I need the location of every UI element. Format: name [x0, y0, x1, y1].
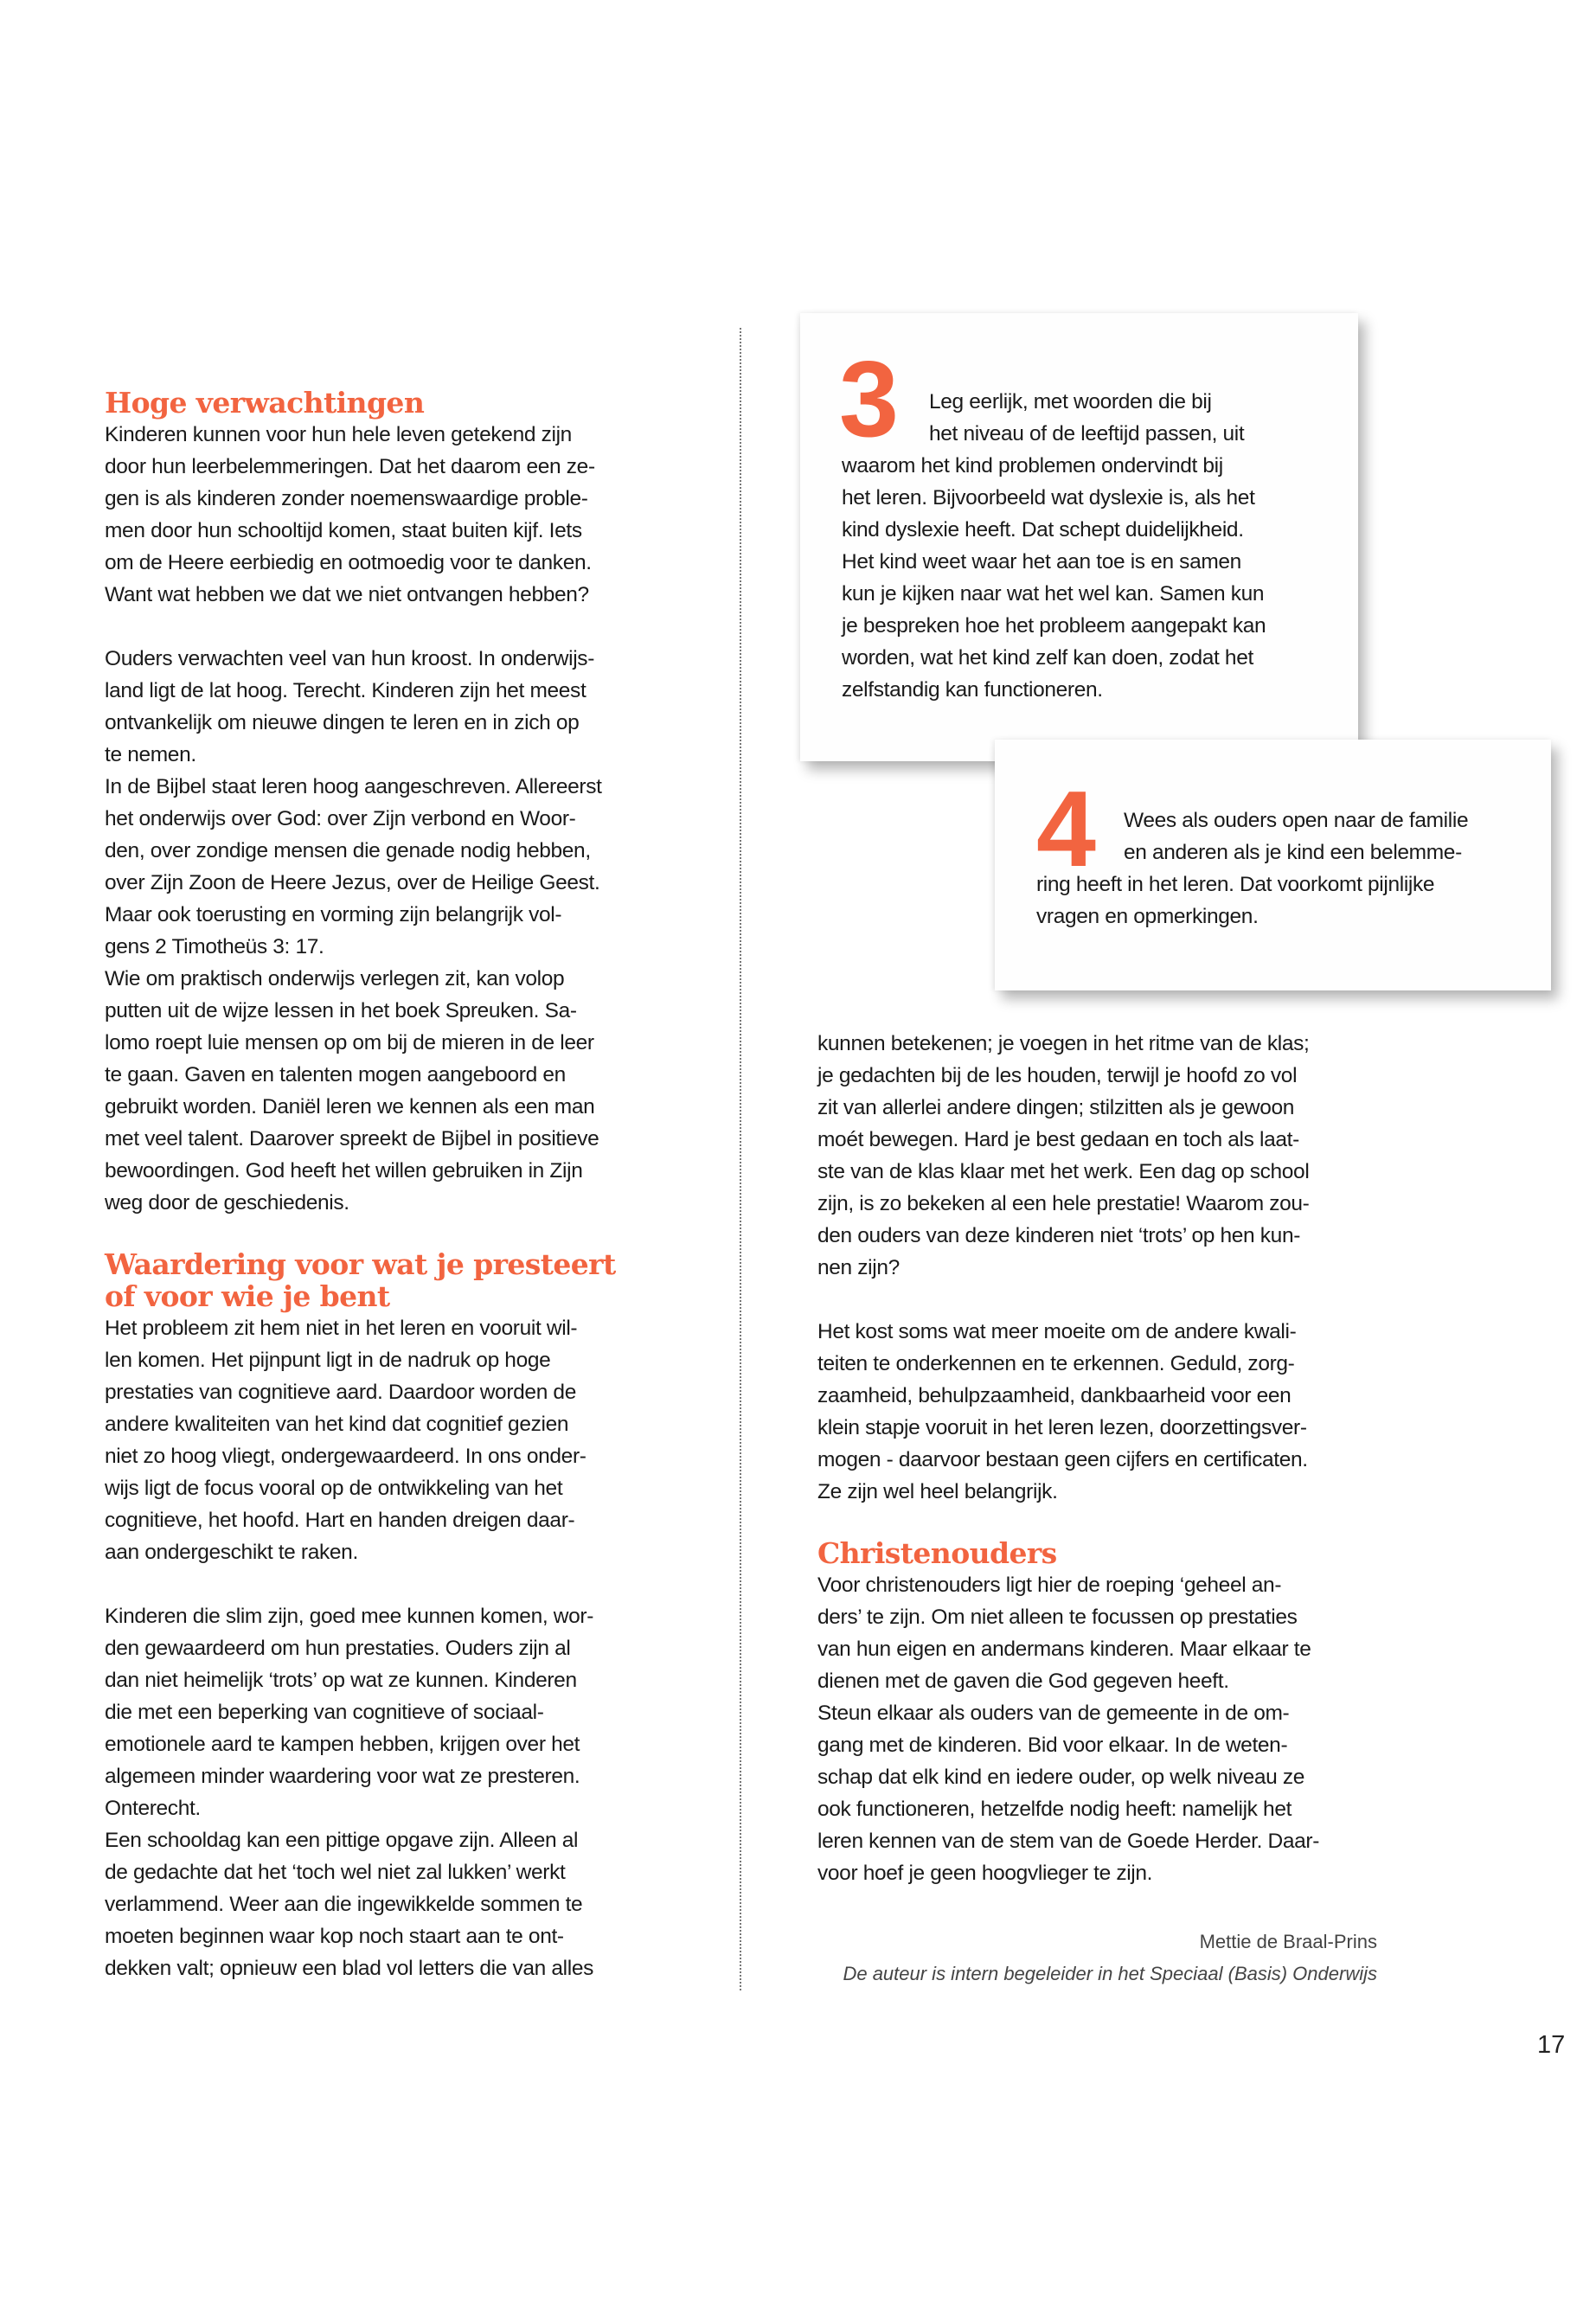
section-heading: of voor wie je bent	[105, 1279, 390, 1313]
text-line: met veel talent. Daarover spreekt de Bijbel in positieve	[105, 1127, 599, 1150]
text-line: Kinderen kunnen voor hun hele leven getekend zijn	[105, 423, 572, 446]
text-line: den ouders van deze kinderen niet ‘trots’ op hen kun-	[817, 1224, 1301, 1247]
text-line: Ze zijn wel heel belangrijk.	[817, 1480, 1058, 1503]
text-line: gens 2 Timotheüs 3: 17.	[105, 935, 324, 958]
text-line: om de Heere eerbiedig en ootmoedig voor te danken.	[105, 551, 592, 574]
text-line: zijn, is zo bekeken al een hele prestatie! Waarom zou-	[817, 1192, 1310, 1215]
text-line: Ouders verwachten veel van hun kroost. In onderwijs-	[105, 647, 595, 670]
text-line: men door hun schooltijd komen, staat buiten kijf. Iets	[105, 519, 582, 542]
text-line: mogen - daarvoor bestaan geen cijfers en certificaten.	[817, 1448, 1308, 1471]
text-line: waarom het kind problemen ondervindt bij	[842, 454, 1223, 478]
text-line: bewoordingen. God heeft het willen gebruiken in Zijn	[105, 1159, 583, 1183]
text-line: In de Bijbel staat leren hoog aangeschreven. Allereerst	[105, 775, 602, 798]
text-line: ders’ te zijn. Om niet alleen te focussen op prestaties	[817, 1606, 1298, 1629]
text-line: door hun leerbelemmeringen. Dat het daarom een ze-	[105, 455, 595, 478]
text-line: Voor christenouders ligt hier de roeping ‘geheel an-	[817, 1574, 1282, 1597]
text-line: den gewaardeerd om hun prestaties. Ouders zijn al	[105, 1637, 571, 1660]
text-line: gang met de kinderen. Bid voor elkaar. In de weten-	[817, 1734, 1288, 1757]
section-heading: Christenouders	[817, 1536, 1057, 1570]
text-line: het onderwijs over God: over Zijn verbond en Woor-	[105, 807, 576, 830]
text-line: Want wat hebben we dat we niet ontvangen hebben?	[105, 583, 589, 606]
text-line: ring heeft in het leren. Dat voorkomt pijnlijke	[1036, 873, 1435, 896]
text-line: die met een beperking van cognitieve of sociaal-	[105, 1701, 544, 1724]
text-line: den, over zondige mensen die genade nodig hebben,	[105, 839, 591, 862]
text-line: weg door de geschiedenis.	[105, 1191, 349, 1215]
text-line: putten uit de wijze lessen in het boek Spreuken. Sa-	[105, 999, 577, 1022]
tip-number: 3	[839, 340, 899, 459]
text-line: je bespreken hoe het probleem aangepakt kan	[842, 614, 1266, 638]
text-line: ste van de klas klaar met het werk. Een dag op school	[817, 1160, 1310, 1183]
text-line: en anderen als je kind een belemme-	[1124, 841, 1462, 864]
author-credit	[843, 1926, 1377, 1990]
text-line: prestaties van cognitieve aard. Daardoor worden de	[105, 1381, 576, 1404]
left-column	[105, 387, 676, 1984]
text-line: verlammend. Weer aan die ingewikkelde sommen te	[105, 1893, 583, 1916]
text-line: van hun eigen en andermans kinderen. Maar elkaar te	[817, 1638, 1311, 1661]
text-line: emotionele aard te kampen hebben, krijgen over het	[105, 1733, 580, 1756]
text-line: zit van allerlei andere dingen; stilzitten als je gewoon	[817, 1096, 1295, 1119]
text-line: nen zijn?	[817, 1256, 900, 1279]
text-line: Het probleem zit hem niet in het leren en vooruit wil-	[105, 1317, 578, 1340]
text-line: dienen met de gaven die God gegeven heeft.	[817, 1670, 1229, 1693]
text-line: moét bewegen. Hard je best gedaan en toch als laat-	[817, 1128, 1299, 1151]
text-line: Kinderen die slim zijn, goed mee kunnen komen, wor-	[105, 1605, 594, 1628]
text-line: voor hoef je geen hoogvlieger te zijn.	[817, 1862, 1153, 1885]
text-line: andere kwaliteiten van het kind dat cognitief gezien	[105, 1413, 569, 1436]
right-column	[817, 1028, 1388, 1889]
text-line: Wees als ouders open naar de familie	[1124, 809, 1469, 832]
tip-box-3	[800, 313, 1358, 761]
text-line: moeten beginnen waar kop noch staart aan te ont-	[105, 1925, 564, 1948]
text-line: niet zo hoog vliegt, ondergewaardeerd. In ons onder-	[105, 1445, 586, 1468]
text-line: Het kind weet waar het aan toe is en samen	[842, 550, 1241, 574]
text-line: cognitieve, het hoofd. Hart en handen dreigen daar-	[105, 1509, 575, 1532]
text-line: te gaan. Gaven en talenten mogen aangeboord en	[105, 1063, 566, 1086]
text-line: land ligt de lat hoog. Terecht. Kinderen zijn het meest	[105, 679, 586, 702]
author-name: Mettie de Braal-Prins	[1199, 1931, 1377, 1952]
text-line: kunnen betekenen; je voegen in het ritme van de klas;	[817, 1032, 1310, 1055]
text-line: Een schooldag kan een pittige opgave zijn. Alleen al	[105, 1829, 579, 1852]
text-line: het niveau of de leeftijd passen, uit	[929, 422, 1245, 445]
text-line: teiten te onderkennen en te erkennen. Geduld, zorg-	[817, 1352, 1295, 1375]
text-line: Onterecht.	[105, 1797, 201, 1820]
text-line: kind dyslexie heeft. Dat schept duidelijkheid.	[842, 518, 1244, 542]
paragraph-break	[105, 611, 676, 643]
text-line: wijs ligt de focus vooral op de ontwikkeling van het	[105, 1477, 563, 1500]
text-line: klein stapje vooruit in het leren lezen, doorzettingsver-	[817, 1416, 1307, 1439]
text-line: Steun elkaar als ouders van de gemeente in de om-	[817, 1702, 1290, 1725]
text-line: Het kost soms wat meer moeite om de andere kwali-	[817, 1320, 1297, 1343]
text-line: Wie om praktisch onderwijs verlegen zit, kan volop	[105, 967, 565, 990]
text-line: over Zijn Zoon de Heere Jezus, over de Heilige Geest.	[105, 871, 600, 894]
paragraph-break	[105, 1568, 676, 1600]
text-line: zelfstandig kan functioneren.	[842, 678, 1103, 702]
text-line: te nemen.	[105, 743, 196, 766]
author-caption: De auteur is intern begeleider in het Speciaal (Basis) Onderwijs	[843, 1963, 1377, 1984]
text-line: gen is als kinderen zonder noemenswaardige proble-	[105, 487, 588, 510]
text-line: algemeen minder waardering voor wat ze presteren.	[105, 1765, 580, 1788]
tip-text	[842, 386, 1266, 706]
page-number: 17	[1537, 2031, 1566, 2059]
section-heading: Waardering voor wat je presteert	[105, 1247, 616, 1281]
text-line: gebruikt worden. Daniël leren we kennen als een man	[105, 1095, 595, 1118]
tip-box-4	[995, 740, 1551, 990]
text-line: Maar ook toerusting en vorming zijn belangrijk vol-	[105, 903, 562, 926]
text-line: de gedachte dat het ‘toch wel niet zal lukken’ werkt	[105, 1861, 566, 1884]
text-line: dan niet heimelijk ‘trots’ op wat ze kunnen. Kinderen	[105, 1669, 577, 1692]
text-line: aan ondergeschikt te raken.	[105, 1541, 358, 1564]
text-line: lomo roept luie mensen op om bij de mieren in de leer	[105, 1031, 594, 1054]
text-line: len komen. Het pijnpunt ligt in de nadruk op hoge	[105, 1349, 551, 1372]
paragraph-break	[817, 1284, 1388, 1316]
text-line: schap dat elk kind en iedere ouder, op welk niveau ze	[817, 1766, 1305, 1789]
section-heading: Hoge verwachtingen	[105, 386, 425, 420]
text-line: zaamheid, behulpzaamheid, dankbaarheid voor een	[817, 1384, 1292, 1407]
text-line: kun je kijken naar wat het wel kan. Samen kun	[842, 582, 1265, 606]
column-divider	[740, 328, 741, 1990]
text-line: leren kennen van de stem van de Goede Herder. Daar-	[817, 1830, 1320, 1853]
text-line: Leg eerlijk, met woorden die bij	[929, 390, 1212, 413]
text-line: ontvankelijk om nieuwe dingen te leren en in zich op	[105, 711, 580, 734]
tip-number: 4	[1036, 770, 1096, 889]
text-line: het leren. Bijvoorbeeld wat dyslexie is, als het	[842, 486, 1255, 510]
text-line: dekken valt; opnieuw een blad vol letters die van alles	[105, 1957, 594, 1980]
text-line: ook functioneren, hetzelfde nodig heeft: namelijk het	[817, 1798, 1292, 1821]
text-line: worden, wat het kind zelf kan doen, zodat het	[842, 646, 1253, 670]
text-line: je gedachten bij de les houden, terwijl je hoofd zo vol	[817, 1064, 1298, 1087]
tip-text	[1036, 804, 1468, 933]
text-line: vragen en opmerkingen.	[1036, 905, 1259, 928]
